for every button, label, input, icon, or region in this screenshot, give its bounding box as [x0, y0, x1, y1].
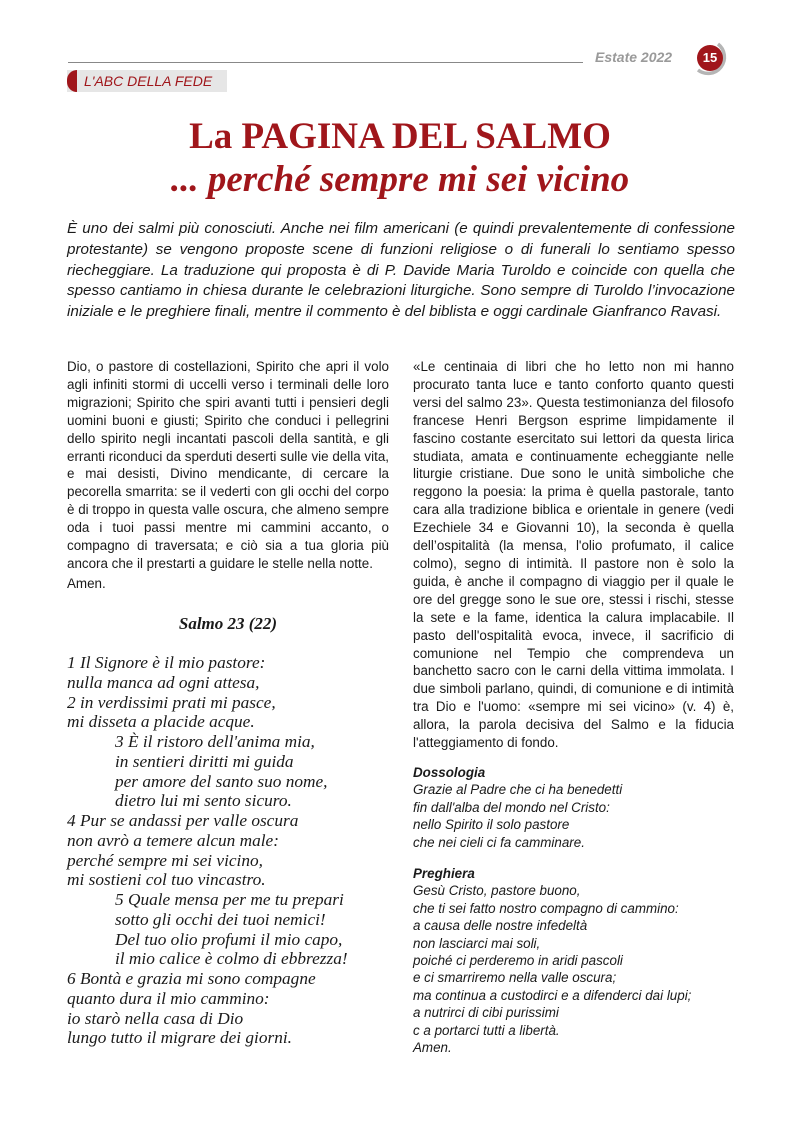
doxology-line: fin dall'alba del mondo nel Cristo: — [413, 799, 610, 815]
page-subtitle: ... perché sempre mi sei vicino — [170, 159, 630, 200]
psalm-line: 4 Pur se andassi per valle oscura — [67, 811, 299, 830]
invocation-amen: Amen. — [67, 576, 106, 591]
prayer-heading: Preghiera — [413, 866, 475, 881]
psalm-line: non avrò a temere alcun male: — [67, 830, 279, 850]
psalm-title: Salmo 23 (22) — [178, 614, 278, 633]
prayer-line: a nutrirci di cibi purissimi — [413, 1005, 559, 1021]
psalm-line: il mio calice è colmo di ebbrezza! — [115, 949, 348, 969]
psalm-line: Del tuo olio profumi il mio capo, — [115, 929, 343, 949]
psalm-text — [67, 653, 397, 1048]
psalm-line: io starò nella casa di Dio — [67, 1008, 244, 1028]
header-rule — [68, 62, 583, 63]
psalm-line: 5 Quale mensa per me tu prepari — [115, 890, 344, 909]
psalm-line: 6 Bontà e grazia mi sono compagne — [67, 969, 316, 988]
psalm-line: perché sempre mi sei vicino, — [67, 850, 263, 870]
prayer-lines — [413, 882, 743, 1056]
psalm-line: dietro lui mi sento sicuro. — [115, 791, 292, 811]
section-tab-marker — [67, 70, 77, 92]
psalm-line: lungo tutto il migrare dei giorni. — [67, 1028, 292, 1048]
prayer-line: a causa delle nostre infedeltà — [413, 918, 588, 934]
section-label: L'ABC DELLA FEDE — [84, 73, 213, 89]
prayer-line: poiché ci perderemo in aridi pascoli — [413, 953, 623, 969]
psalm-line: 3 È il ristoro dell'anima mia, — [115, 732, 315, 751]
doxology-lines — [413, 781, 743, 851]
psalm-line: mi sostieni col tuo vincastro. — [67, 870, 266, 890]
psalm-line: quanto dura il mio cammino: — [67, 988, 270, 1008]
page-number-badge — [692, 40, 732, 80]
prayer-line: Gesù Cristo, pastore buono, — [413, 883, 581, 899]
doxology-block — [413, 764, 743, 851]
page-title: La PAGINA DEL SALMO — [189, 116, 611, 157]
prayer-line: Amen. — [413, 1040, 452, 1056]
psalm-line: per amore del santo suo nome, — [115, 771, 328, 791]
psalm-line: nulla manca ad ogni attesa, — [67, 672, 260, 692]
doxology-line: Grazie al Padre che ci ha benedetti — [413, 782, 623, 798]
psalm-line: 2 in verdissimi prati mi pasce, — [67, 692, 276, 712]
doxology-line: nello Spirito il solo pastore — [413, 817, 570, 833]
commentary-paragraph: «Le centinaia di libri che ho letto non mi hanno procurato tanta luce e tanto conforto quanto questi versi del salmo 23». Questa testimonianza del filosofo francese Henri Bergson esprime limpidamente il fascino costante esercitato sui lettori da questa lirica studiata, amata e continuamente echeggiante nelle liturgie cristiane. Due sono le unità simboliche che reggono la poesia: la prima è quella pastorale, tanto cara alla tradizione biblica e orientale in genere (vedi Ezechiele 34 e Giovanni 10), la seconda è quella dell’ospitalità (la mensa, l'olio profumato, il calice colmo), segno di intimità. Il pastore non è solo la guida, è anche il compagno di viaggio per il quale le ore del gregge sono le sue ore, stessi i rischi, stesse la sete e la fame, identica la calura implacabile. Il pasto dell'ospitalità evoca, invece, il sacrificio di comunione nel Tempio che comprendeva un banchetto sacro con le carni della vittima immolata. I due simboli parlano, quindi, di comunione e di intimità tra Dio e l'uomo: «sempre mi sei vicino» (v. 4) è, allora, la parola decisiva del Salmo e la fiducia l'atteggiamento di fondo. — [413, 359, 734, 751]
doxology-heading: Dossologia — [413, 765, 486, 780]
psalm-line: mi disseta a placide acque. — [67, 712, 255, 732]
doxology-line: che nei cieli ci fa camminare. — [413, 834, 585, 850]
prayer-line: ma continua a custodirci e a difenderci dai lupi; — [413, 987, 692, 1003]
intro-paragraph: È uno dei salmi più conosciuti. Anche nei film americani (e quindi prevalentemente di confessione protestante) se vengono proposte scene di funzioni religiose o di funerali lo sentiamo spesso riecheggiare. La traduzione qui proposta è di P. Davide Maria Turoldo e coincide con quella che spesso cantiamo in chiesa durante le celebrazioni liturgiche. Sono sempre di Turoldo l’invocazione iniziale e le preghiere finali, mentre il commento è del biblista e oggi cardinale Gianfranco Ravasi. — [67, 220, 735, 321]
invocation-paragraph: Dio, o pastore di costellazioni, Spirito che apri il volo agli infiniti stormi di uccelli verso i terminali delle loro migrazioni; Spirito che spiri avanti tutti i pensieri degli uomini buoni e giusti; Spirito che conduci i pellegrini dello spirito negli incantati pascoli della santità, e gli erranti riconduci da sperduti deserti sulle vie della vita, e mai desisti, Divino mendicante, di cercare la pecorella smarrita: se il vederti con gli occhi del corpo è di troppo in questa valle oscura, che almeno sempre oda i tuoi passi mentre mi cammini accanto, o compagno di traversata; e ciò sia a tua gloria più ancora che il prestarti a guidare le stelle nella notte. — [67, 359, 389, 571]
psalm-line: 1 Il Signore è il mio pastore: — [67, 653, 266, 672]
prayer-line: non lasciarci mai soli, — [413, 935, 541, 951]
prayer-block — [413, 865, 743, 1056]
psalm-line: sotto gli occhi dei tuoi nemici! — [115, 909, 326, 929]
section-tab — [67, 70, 227, 92]
prayer-line: che ti sei fatto nostro compagno di cammino: — [413, 900, 679, 916]
psalm-line: in sentieri diritti mi guida — [115, 751, 294, 771]
issue-label: Estate 2022 — [595, 49, 673, 65]
prayer-line: e ci smarriremo nella valle oscura; — [413, 970, 617, 986]
page-number: 15 — [702, 50, 718, 65]
prayer-line: c a portarci tutti a libertà. — [413, 1022, 560, 1038]
